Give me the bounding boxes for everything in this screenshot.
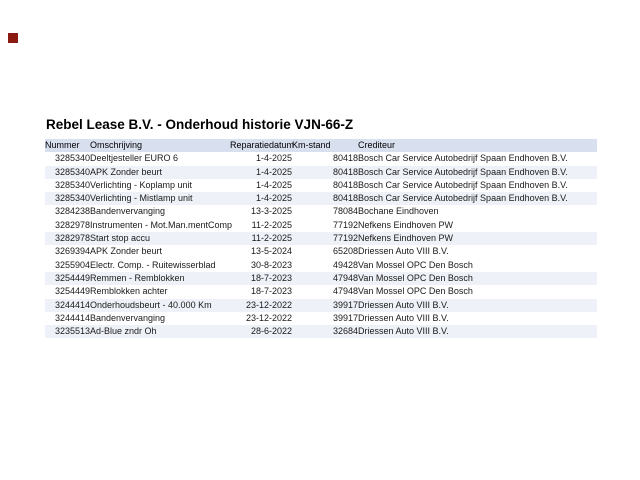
- cell-km-stand: 39917: [332, 299, 358, 310]
- cell-omschrijving: Deeltjesteller EURO 6: [90, 153, 179, 164]
- cell-omschrijving: Verlichting - Mistlamp unit: [90, 193, 193, 204]
- cell-km-stand: 47948: [332, 272, 358, 283]
- table-row: [45, 192, 597, 205]
- cell-omschrijving: Ad-Blue zndr Oh: [90, 326, 157, 337]
- cell-km-stand: 77192: [332, 233, 358, 244]
- cell-omschrijving: Electr. Comp. - Ruitewisserblad: [90, 259, 216, 270]
- table-row: [45, 152, 597, 165]
- cell-reparatiedatum: 23-12-2022: [245, 312, 292, 323]
- cell-nummer: 3254449: [54, 286, 90, 297]
- cell-nummer: 3284238: [54, 206, 90, 217]
- cell-reparatiedatum: 11-2-2025: [251, 219, 292, 230]
- cell-crediteur: Driessen Auto VIII B.V.: [358, 246, 449, 257]
- cell-reparatiedatum: 18-7-2023: [250, 286, 292, 297]
- cell-km-stand: 77192: [332, 219, 358, 230]
- header-row: [45, 139, 597, 152]
- table-row: [45, 312, 597, 325]
- cell-nummer: 3244414: [54, 312, 90, 323]
- cell-nummer: 3282978: [54, 219, 90, 230]
- cell-crediteur: Van Mossel OPC Den Bosch: [358, 259, 473, 270]
- cell-nummer: 3244414: [54, 299, 90, 310]
- cell-crediteur: Van Mossel OPC Den Bosch: [358, 272, 473, 283]
- column-header-crediteur: Crediteur: [358, 140, 396, 150]
- table-row: [45, 219, 597, 232]
- table-row: [45, 179, 597, 192]
- cell-crediteur: Driessen Auto VIII B.V.: [358, 326, 449, 337]
- cell-km-stand: 39917: [332, 312, 358, 323]
- cell-omschrijving: APK Zonder beurt: [90, 246, 163, 257]
- cell-nummer: 3285340: [54, 166, 90, 177]
- cell-km-stand: 32684: [332, 326, 358, 337]
- cell-reparatiedatum: 18-7-2023: [250, 272, 292, 283]
- cell-km-stand: 80418: [332, 166, 358, 177]
- cell-nummer: 3285340: [54, 193, 90, 204]
- cell-omschrijving: Bandenvervanging: [90, 206, 166, 217]
- cell-nummer: 3285340: [54, 153, 90, 164]
- cell-nummer: 3235513: [54, 326, 90, 337]
- cell-nummer: 3285340: [54, 179, 90, 190]
- cell-nummer: 3269394: [54, 246, 90, 257]
- table-row: [45, 325, 597, 338]
- cell-km-stand: 80418: [332, 193, 358, 204]
- column-header-omschrijving: Omschrijving: [90, 140, 143, 150]
- cell-crediteur: Nefkens Eindhoven PW: [358, 233, 454, 244]
- cell-reparatiedatum: 1-4-2025: [255, 166, 292, 177]
- table-row: [45, 232, 597, 245]
- cell-crediteur: Bosch Car Service Autobedrijf Spaan Endhoven B.V.: [358, 179, 568, 190]
- table-row: [45, 245, 597, 258]
- cell-reparatiedatum: 1-4-2025: [255, 179, 292, 190]
- cell-crediteur: Bochane Eindhoven: [358, 206, 439, 217]
- cell-crediteur: Driessen Auto VIII B.V.: [358, 312, 449, 323]
- cell-km-stand: 78084: [332, 206, 358, 217]
- cell-km-stand: 65208: [332, 246, 358, 257]
- cell-omschrijving: Start stop accu: [90, 233, 151, 244]
- column-header-nummer: Nummer: [45, 140, 80, 150]
- cell-nummer: 3254449: [54, 272, 90, 283]
- cell-reparatiedatum: 1-4-2025: [255, 193, 292, 204]
- cell-km-stand: 47948: [332, 286, 358, 297]
- column-header-reparatiedatum: Reparatiedatum: [230, 140, 295, 150]
- cell-crediteur: Bosch Car Service Autobedrijf Spaan Endhoven B.V.: [358, 166, 568, 177]
- cell-crediteur: Nefkens Eindhoven PW: [358, 219, 454, 230]
- table-row: [45, 205, 597, 218]
- red-square-marker: [8, 33, 18, 43]
- page-title: Rebel Lease B.V. - Onderhoud historie VJN-66-Z: [46, 117, 354, 132]
- cell-omschrijving: Verlichting - Koplamp unit: [90, 179, 193, 190]
- cell-nummer: 3282978: [54, 233, 90, 244]
- cell-reparatiedatum: 13-3-2025: [250, 206, 292, 217]
- cell-crediteur: Driessen Auto VIII B.V.: [358, 299, 449, 310]
- cell-reparatiedatum: 13-5-2024: [250, 246, 292, 257]
- cell-omschrijving: Onderhoudsbeurt - 40.000 Km: [90, 299, 212, 310]
- cell-crediteur: Bosch Car Service Autobedrijf Spaan Endhoven B.V.: [358, 193, 568, 204]
- maintenance-table-body: [45, 152, 597, 338]
- cell-crediteur: Van Mossel OPC Den Bosch: [358, 286, 473, 297]
- table-row: [45, 259, 597, 272]
- cell-reparatiedatum: 1-4-2025: [255, 153, 292, 164]
- cell-km-stand: 80418: [332, 153, 358, 164]
- cell-omschrijving: APK Zonder beurt: [90, 166, 163, 177]
- cell-km-stand: 49428: [332, 259, 358, 270]
- maintenance-history-table: [45, 139, 597, 338]
- table-row: [45, 299, 597, 312]
- table-header: [45, 139, 597, 152]
- cell-reparatiedatum: 23-12-2022: [245, 299, 292, 310]
- cell-km-stand: 80418: [332, 179, 358, 190]
- cell-crediteur: Bosch Car Service Autobedrijf Spaan Endhoven B.V.: [358, 153, 568, 164]
- cell-reparatiedatum: 28-6-2022: [250, 326, 292, 337]
- cell-omschrijving: Instrumenten - Mot.Man.mentComp: [90, 219, 233, 230]
- column-header-km-stand: Km-stand: [292, 140, 331, 150]
- cell-reparatiedatum: 11-2-2025: [251, 233, 292, 244]
- table-row: [45, 272, 597, 285]
- table-row: [45, 285, 597, 298]
- cell-omschrijving: Bandenvervanging: [90, 312, 166, 323]
- cell-omschrijving: Remblokken achter: [90, 286, 168, 297]
- cell-reparatiedatum: 30-8-2023: [250, 259, 292, 270]
- cell-nummer: 3255904: [54, 259, 90, 270]
- cell-omschrijving: Remmen - Remblokken: [90, 272, 185, 283]
- table-row: [45, 166, 597, 179]
